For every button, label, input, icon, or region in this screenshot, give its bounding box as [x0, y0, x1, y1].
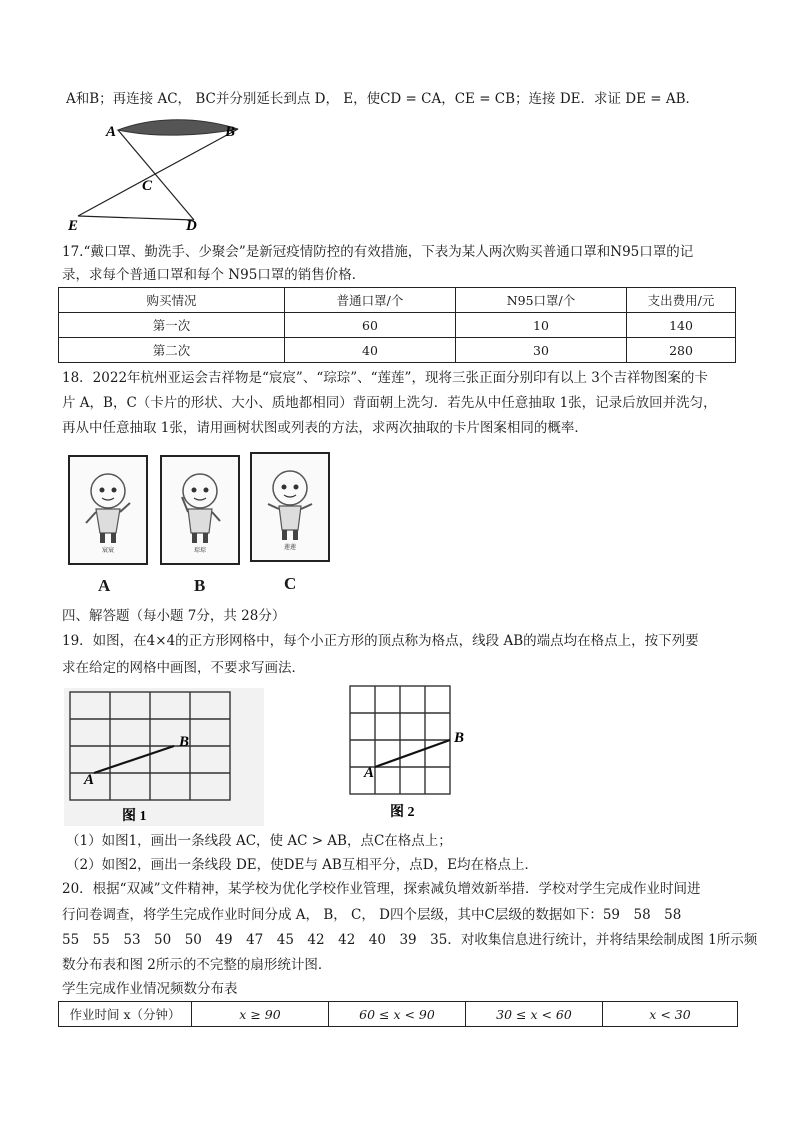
label-A: A — [84, 772, 95, 788]
table-cell: 60 — [285, 313, 456, 338]
grid-figure-2 — [344, 684, 484, 822]
card-label-a: A — [98, 576, 111, 595]
card-label-c: C — [284, 574, 297, 593]
label-B: B — [225, 124, 236, 140]
label-B: B — [454, 730, 465, 746]
table-row — [59, 338, 736, 363]
frequency-table — [58, 1001, 738, 1027]
label-A: A — [106, 124, 117, 140]
q19-text-line1: 19．如图，在4×4的正方形网格中，每个小正方形的顶点称为格点，线段 AB的端点均在格点上，按下列要 — [62, 633, 699, 649]
grid-figure-1 — [64, 688, 264, 826]
table-cell: 第二次 — [59, 338, 285, 363]
q19-sub1: （1）如图1，画出一条线段 AC，使 AC > AB，点C在格点上； — [66, 833, 452, 849]
table-header-row — [59, 288, 736, 313]
mascot-name: 莲莲 — [283, 544, 296, 551]
table-row — [59, 313, 736, 338]
mascot-name: 宸宸 — [101, 547, 114, 554]
mascot-name: 琮琮 — [193, 547, 206, 554]
mascot-card-b — [160, 455, 240, 565]
label-A: A — [364, 765, 375, 781]
figure-caption: 图 1 — [122, 809, 147, 824]
lens-shape — [118, 120, 238, 135]
table-header-cell: 30 ≤ x < 60 — [466, 1002, 603, 1027]
q18-text-line3: 再从中任意抽取 1张，请用画树状图或列表的方法，求两次抽取的卡片图案相同的概率． — [62, 420, 588, 436]
table-cell: 10 — [456, 313, 627, 338]
table-header-cell: 作业时间 x（分钟） — [59, 1002, 192, 1027]
table-cell: 140 — [627, 313, 736, 338]
mascot-card-c — [250, 452, 330, 562]
label-C: C — [142, 178, 153, 194]
q20-text-line4: 数分布表和图 2所示的不完整的扇形统计图． — [62, 957, 332, 973]
q20-text-line1: 20．根据“双减”文件精神，某学校为优化学校作业管理，探索减负增效新举措．学校对学生完成作业时间进 — [62, 881, 701, 897]
card-label-b: B — [194, 576, 206, 595]
q19-sub2: （2）如图2，画出一条线段 DE，使DE与 AB互相平分，点D，E均在格点上． — [66, 857, 538, 873]
q20-text-line3: 55 55 53 50 50 49 47 45 42 42 40 39 35．对收集信息进行统计，并将结果绘制成图 1所示频 — [62, 932, 758, 948]
q18-text-line2: 片 A，B，C（卡片的形状、大小、质地都相同）背面朝上洗匀．若先从中任意抽取 1张，记录后放回并洗匀， — [62, 395, 717, 411]
q20-text-line2: 行问卷调查，将学生完成作业时间分成 A， B， C， D四个层级，其中C层级的数据如下：59 58 58 — [62, 907, 682, 923]
table-header-cell: 普通口罩/个 — [285, 288, 456, 313]
table-header-row — [59, 1002, 738, 1027]
proof-text: A和B；再连接 AC， BC并分别延长到点 D， E，使CD = CA，CE = CB；连接 DE．求证 DE = AB． — [66, 91, 700, 107]
q19-text-line2: 求在给定的网格中画图，不要求写画法． — [62, 660, 305, 676]
label-B: B — [179, 734, 190, 750]
table-cell: 40 — [285, 338, 456, 363]
proof-figure — [60, 112, 250, 234]
q18-text-line1: 18．2022年杭州亚运会吉祥物是“宸宸”、“琮琮”、“莲莲”，现将三张正面分别印有以上 3个吉祥物图案的卡 — [62, 370, 708, 386]
table-header-cell: N95口罩/个 — [456, 288, 627, 313]
table-header-cell: 购买情况 — [59, 288, 285, 313]
table-title: 学生完成作业情况频数分布表 — [62, 981, 238, 997]
table-cell: 280 — [627, 338, 736, 363]
q17-text-line1: 17.“戴口罩、勤洗手、少聚会”是新冠疫情防控的有效措施，下表为某人两次购买普通口罩和N95口罩的记 — [62, 244, 694, 260]
segment-AD — [118, 130, 194, 220]
q17-text-line2: 录，求每个普通口罩和每个 N95口罩的销售价格． — [62, 267, 366, 283]
mascot-card-a — [68, 455, 148, 565]
mask-purchase-table — [58, 287, 736, 363]
segment-DE — [78, 216, 194, 220]
table-cell: 第一次 — [59, 313, 285, 338]
figure-caption: 图 2 — [390, 805, 415, 820]
segment-BE — [78, 129, 238, 216]
segment-AB — [375, 740, 450, 767]
table-header-cell: 支出费用/元 — [627, 288, 736, 313]
label-D: D — [186, 218, 197, 234]
table-header-cell: x < 30 — [603, 1002, 738, 1027]
table-header-cell: x ≥ 90 — [192, 1002, 329, 1027]
table-cell: 30 — [456, 338, 627, 363]
table-header-cell: 60 ≤ x < 90 — [329, 1002, 466, 1027]
section-title: 四、解答题（每小题 7分，共 28分） — [62, 608, 286, 624]
label-E: E — [68, 218, 79, 234]
